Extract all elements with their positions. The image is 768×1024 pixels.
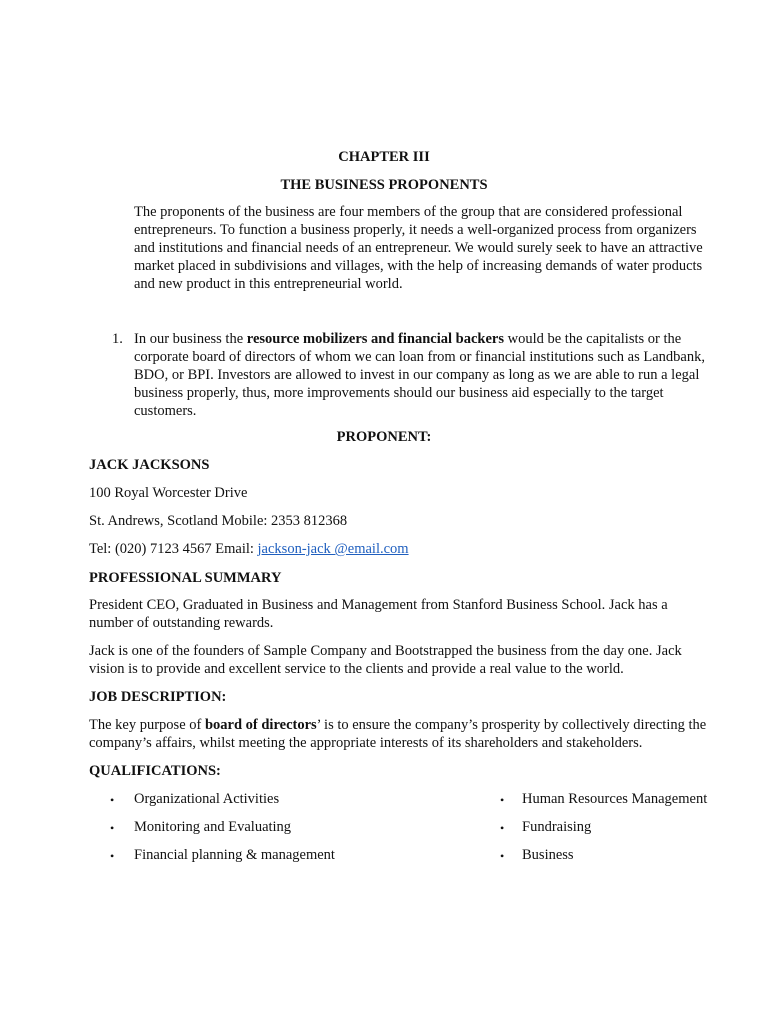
qualification-item: Financial planning & management: [134, 847, 335, 863]
proponent-heading: PROPONENT:: [336, 429, 432, 445]
summary-paragraph: [89, 596, 668, 632]
intro-line: market placed in subdivisions and villages, with the help of increasing demands of water products: [134, 258, 703, 274]
intro-line: and institutions and financial needs of an entrepreneur. We would surely seek to have an attractive: [134, 240, 703, 256]
intro-line: and new product in this entrepreneurial world.: [134, 276, 403, 292]
qualification-item: Fundraising: [522, 819, 592, 835]
job-line: company’s affairs, whilst meeting the appropriate interests of its shareholders and stakeholders.: [89, 735, 643, 751]
qualification-item: Human Resources Management: [522, 791, 708, 807]
person-name: JACK JACKSONS: [89, 457, 210, 473]
job-heading: JOB DESCRIPTION:: [89, 689, 227, 705]
text-run: In our business the: [134, 331, 247, 347]
bullet-icon: •: [500, 821, 505, 835]
summary-line: President CEO, Graduated in Business and Management from Stanford Business School. Jack has a: [89, 597, 668, 613]
text-run: would be the capitalists or the: [504, 331, 682, 347]
bullet-icon: •: [500, 793, 505, 807]
job-line: [89, 716, 706, 734]
intro-line: The proponents of the business are four members of the group that are considered professional: [134, 204, 683, 220]
bullet-icon: •: [500, 849, 505, 863]
qualification-item: Organizational Activities: [134, 791, 280, 807]
summary-paragraph: [89, 642, 682, 678]
text-run: The key purpose of: [89, 717, 205, 733]
text-run: ’ is to ensure the company’s prosperity by collectively directing the: [316, 717, 707, 733]
intro-line: entrepreneurs. To function a business properly, it needs a well-organized process from organizers: [134, 222, 697, 238]
person-address: 100 Royal Worcester Drive: [89, 485, 248, 501]
intro-paragraph: [134, 203, 703, 293]
person-contact: [89, 540, 409, 558]
bullet-icon: •: [110, 821, 115, 835]
qualification-item: Business: [522, 847, 574, 863]
summary-heading: PROFESSIONAL SUMMARY: [89, 570, 282, 586]
chapter-number: CHAPTER III: [338, 149, 430, 165]
numbered-item-line: business properly, thus, more improvements should our business aid especially to the target: [134, 385, 664, 401]
bullet-icon: •: [110, 849, 115, 863]
summary-line: Jack is one of the founders of Sample Company and Bootstrapped the business from the day one. Jack: [89, 643, 682, 659]
bold-text-run: resource mobilizers and financial backers: [246, 331, 504, 347]
qualification-item: Monitoring and Evaluating: [134, 819, 292, 835]
person-city-mobile: St. Andrews, Scotland Mobile: 2353 812368: [89, 513, 348, 529]
summary-line: vision is to provide and excellent service to the clients and provide a real value to the world.: [89, 661, 624, 677]
tel-text: Tel: (020) 7123 4567 Email:: [89, 541, 258, 557]
numbered-item-paragraph: [134, 330, 705, 420]
numbered-item-line: corporate board of directors of whom we can loan from or financial institutions such as Landbank,: [134, 349, 705, 365]
job-paragraph: [89, 716, 706, 752]
summary-line: number of outstanding rewards.: [89, 615, 274, 631]
bold-text-run: board of directors: [204, 717, 317, 733]
bullet-icon: •: [110, 793, 115, 807]
email-link[interactable]: jackson-jack @email.com: [257, 541, 409, 557]
chapter-title: THE BUSINESS PROPONENTS: [280, 177, 488, 193]
numbered-item-line: customers.: [134, 403, 197, 419]
qualifications-heading: QUALIFICATIONS:: [89, 763, 221, 779]
numbered-item-line: BDO, or BPI. Investors are allowed to invest in our company as long as we are able to run a legal: [134, 367, 700, 383]
list-number: 1.: [112, 331, 123, 347]
numbered-item-line: [134, 330, 705, 348]
